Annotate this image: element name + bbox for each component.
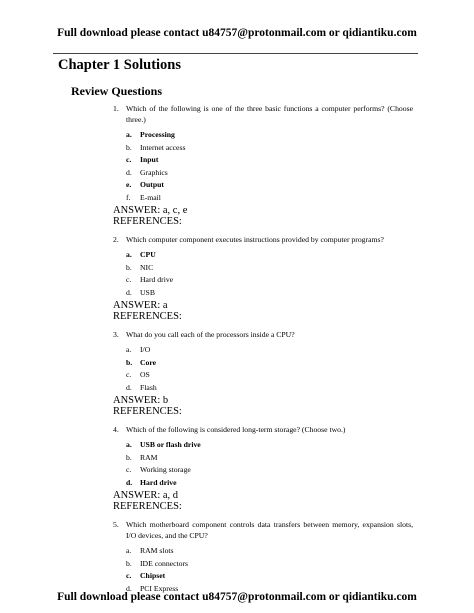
question-row [113, 329, 413, 340]
option-text: Input [140, 155, 159, 164]
option-text: NIC [140, 262, 154, 272]
answer-line: ANSWER: b [113, 395, 169, 406]
answer-line: ANSWER: a, c, e [113, 205, 188, 216]
option-text: CPU [140, 250, 156, 259]
option-text: I/O [140, 345, 151, 354]
references-line: REFERENCES: [113, 406, 182, 417]
option-text: PCI Express [140, 583, 179, 593]
option-text: Graphics [140, 167, 168, 177]
answer-line: ANSWER: a [113, 300, 168, 311]
option-letter: d. [126, 287, 132, 297]
references-line: REFERENCES: [113, 501, 182, 512]
question-text: Which motherboard component controls data transfers between memory, expansion slots, I/O devices, and the CPU? [126, 520, 413, 540]
option-text: Hard drive [140, 275, 174, 284]
header-divider [53, 53, 418, 54]
question-row [113, 519, 413, 541]
option-letter: b. [126, 142, 132, 152]
option-letter: c. [126, 571, 132, 580]
option-letter: f. [126, 192, 131, 202]
option-letter: a. [126, 130, 132, 139]
question-block [113, 424, 413, 512]
option-text: USB [140, 287, 155, 297]
question-row [113, 103, 413, 125]
references-line: REFERENCES: [113, 216, 182, 227]
question-number: 1. [113, 104, 119, 113]
question-number: 2. [113, 235, 119, 244]
option-text: USB or flash drive [140, 440, 201, 449]
option-letter: e. [126, 180, 132, 189]
footer-banner: Full download please contact u84757@protonmail.com or qidiantiku.com [57, 591, 417, 603]
answer-option [126, 464, 413, 477]
answer-option [126, 382, 413, 395]
answer-option [126, 142, 413, 155]
option-letter: d. [126, 477, 133, 487]
option-text: Flash [140, 382, 157, 392]
option-text: E-mail [140, 192, 161, 202]
answer-option-correct [126, 179, 413, 192]
question-row [113, 424, 413, 435]
option-letter: a. [126, 546, 132, 555]
answer-option-correct [126, 154, 413, 167]
option-letter: c. [126, 155, 132, 164]
answer-option [126, 274, 413, 287]
option-text: Core [140, 357, 157, 367]
answer-option [126, 558, 413, 571]
option-letter: a. [126, 440, 132, 449]
question-number: 4. [113, 425, 119, 434]
answer-option-correct [126, 249, 413, 262]
answer-option-correct [126, 477, 413, 490]
question-block [113, 234, 413, 322]
option-letter: b. [126, 558, 132, 568]
answer-line: ANSWER: a, d [113, 490, 179, 501]
option-letter: c. [126, 275, 132, 284]
answer-option [126, 344, 413, 357]
question-block [113, 519, 413, 595]
option-text: Working storage [140, 465, 191, 474]
option-letter: b. [126, 262, 132, 272]
option-letter: d. [126, 167, 132, 177]
option-letter: c. [126, 370, 132, 379]
question-text: What do you call each of the processors inside a CPU? [126, 330, 295, 339]
answer-option [126, 167, 413, 180]
option-letter: a. [126, 345, 132, 354]
references-line: REFERENCES: [113, 311, 182, 322]
chapter-title: Chapter 1 Solutions [58, 57, 182, 73]
option-text: Hard drive [140, 477, 177, 487]
option-text: RAM slots [140, 546, 174, 555]
answer-option-correct [126, 357, 413, 370]
answer-option [126, 369, 413, 382]
question-number: 5. [113, 520, 119, 529]
option-text: Processing [140, 130, 175, 139]
question-number: 3. [113, 330, 119, 339]
question-text: Which of the following is one of the three basic functions a computer performs? (Choose three.) [126, 104, 413, 124]
option-text: RAM [140, 452, 158, 462]
answer-option-correct [126, 439, 413, 452]
answer-option-correct [126, 570, 413, 583]
answer-option-correct [126, 129, 413, 142]
question-text: Which computer component executes instructions provided by computer programs? [126, 235, 384, 244]
answer-option [126, 192, 413, 205]
option-letter: c. [126, 465, 132, 474]
option-letter: a. [126, 250, 132, 259]
section-title: Review Questions [71, 84, 162, 98]
header-banner: Full download please contact u84757@protonmail.com or qidiantiku.com [57, 27, 417, 39]
option-text: OS [140, 370, 150, 379]
option-text: Chipset [140, 571, 166, 580]
answer-option [126, 452, 413, 465]
answer-option [126, 262, 413, 275]
option-text: IDE connectors [140, 558, 189, 568]
option-text: Internet access [140, 142, 186, 152]
option-letter: d. [126, 382, 132, 392]
option-letter: d. [126, 583, 132, 593]
question-row [113, 234, 413, 245]
question-text: Which of the following is considered long-term storage? (Choose two.) [126, 425, 346, 434]
questions-list [113, 103, 413, 595]
option-letter: b. [126, 452, 132, 462]
answer-option [126, 287, 413, 300]
question-block [113, 103, 413, 227]
answer-option [126, 545, 413, 558]
question-block [113, 329, 413, 417]
option-letter: b. [126, 357, 133, 367]
option-text: Output [140, 180, 164, 189]
